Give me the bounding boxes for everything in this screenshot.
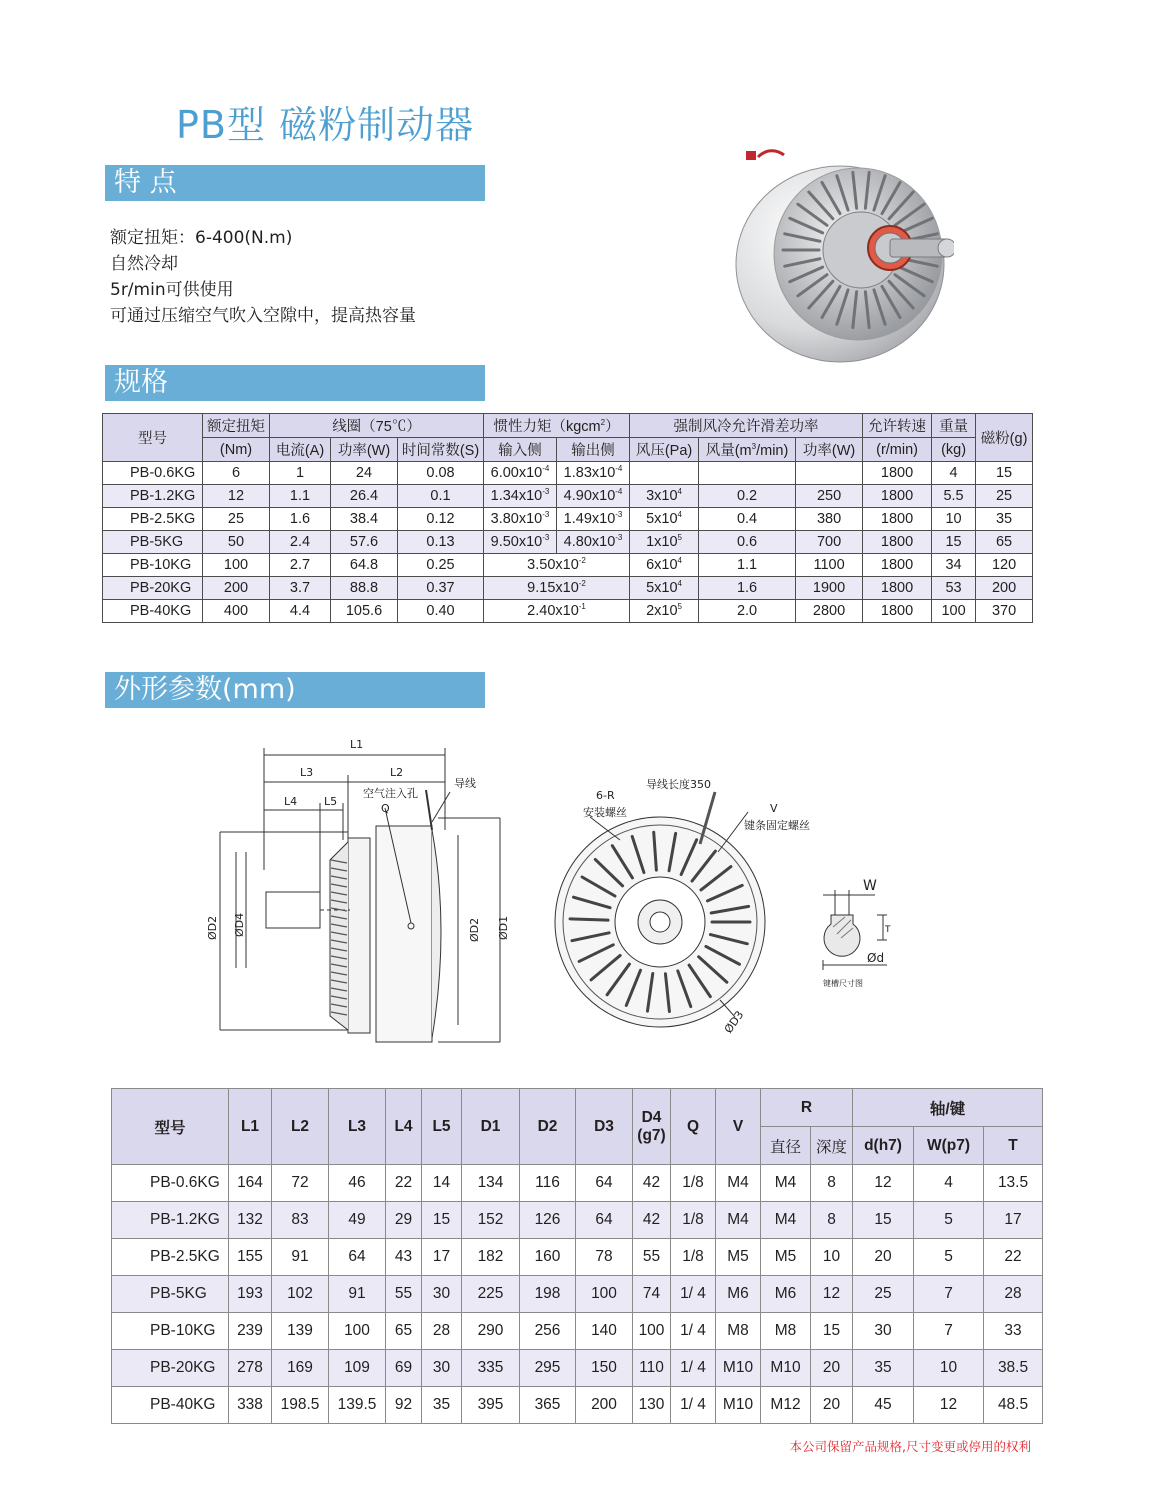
cell: 1.1 [699, 554, 796, 577]
cell: 88.8 [331, 577, 398, 600]
cell: 1/ 4 [671, 1276, 716, 1313]
inertia-input-cell: $1.34x10^{-3}$ [484, 485, 557, 508]
cell: M5 [716, 1239, 761, 1276]
cell: 0.2 [699, 485, 796, 508]
col-cooling: 强制风冷允许滑差功率 [630, 414, 863, 438]
cell: 28 [422, 1313, 462, 1350]
cell: 15 [811, 1313, 853, 1350]
col-weight-unit: (kg) [932, 438, 976, 462]
T-label: T [885, 925, 891, 935]
col-torque-unit: (Nm) [203, 438, 270, 462]
inertia-output-cell: $4.90x10^{-4}$ [557, 485, 630, 508]
model-cell: PB-1.2KG [112, 1202, 229, 1239]
cell: 1100 [796, 554, 863, 577]
cell: 64 [576, 1202, 633, 1239]
cell: 20 [853, 1239, 914, 1276]
cell: 198.5 [272, 1387, 329, 1424]
dcol-D3: D3 [576, 1089, 633, 1165]
cell: 8 [811, 1165, 853, 1202]
cell: 1800 [863, 462, 932, 485]
dim-D4: ØD4 [233, 912, 246, 937]
cell: 1900 [796, 577, 863, 600]
dcol-D1: D1 [462, 1089, 520, 1165]
cell: 78 [576, 1239, 633, 1276]
cell: 15 [422, 1202, 462, 1239]
disclaimer-note: 本公司保留产品规格,尺寸变更或停用的权利 [789, 1439, 1031, 1454]
dcol-W: W(p7) [914, 1127, 984, 1165]
air-pressure-cell: $6x10^4$ [630, 554, 699, 577]
cell: 42 [633, 1165, 671, 1202]
cell: 256 [520, 1313, 576, 1350]
cell: 0.12 [398, 508, 484, 531]
inertia-input-cell: $3.80x10^{-3}$ [484, 508, 557, 531]
col-inertia: 惯性力矩（kgcm$^2$） [484, 414, 630, 438]
cell: M4 [716, 1165, 761, 1202]
dcol-L3: L3 [329, 1089, 386, 1165]
cell: 17 [422, 1239, 462, 1276]
cell: 109 [329, 1350, 386, 1387]
cell: 155 [229, 1239, 272, 1276]
cell: 91 [329, 1276, 386, 1313]
feature-item: 自然冷却 [110, 254, 178, 274]
model-cell: PB-10KG [112, 1313, 229, 1350]
cell: 278 [229, 1350, 272, 1387]
spec-row [103, 554, 1033, 577]
inertia-output-cell: $1.49x10^{-3}$ [557, 508, 630, 531]
dim-Q: Q [381, 802, 390, 815]
cell: 1/8 [671, 1202, 716, 1239]
dcol-shaft: 轴/键 [853, 1089, 1043, 1127]
dim-L4: L4 [284, 795, 298, 808]
cell: 5.5 [932, 485, 976, 508]
cell: 25 [976, 485, 1033, 508]
feature-item: 5r/min可供使用 [110, 280, 234, 300]
cell: 2.0 [699, 600, 796, 623]
cell: 139 [272, 1313, 329, 1350]
cell: 55 [386, 1276, 422, 1313]
cell: 225 [462, 1276, 520, 1313]
cell: 100 [329, 1313, 386, 1350]
cell: 140 [576, 1313, 633, 1350]
feature-item: 可通过压缩空气吹入空隙中，提高热容量 [110, 306, 416, 326]
section-dims-header: 外形参数(mm) [105, 672, 485, 708]
cell: 3.7 [270, 577, 331, 600]
col-speed-unit: (r/min) [863, 438, 932, 462]
dim-D2-left: ØD2 [206, 915, 219, 940]
col-model: 型号 [103, 414, 203, 462]
side-view-drawing [200, 730, 530, 1045]
cell: 365 [520, 1387, 576, 1424]
air-pressure-cell: $3x10^4$ [630, 485, 699, 508]
dims-row [112, 1276, 1043, 1313]
cell: 400 [203, 600, 270, 623]
cell: 20 [811, 1387, 853, 1424]
spec-row [103, 577, 1033, 600]
cell: 0.1 [398, 485, 484, 508]
cell: 7 [914, 1313, 984, 1350]
cell: 0.25 [398, 554, 484, 577]
section-features-header: 特 点 [105, 165, 485, 201]
cell: 1.1 [270, 485, 331, 508]
col-speed: 允许转速 [863, 414, 932, 438]
cell: 100 [576, 1276, 633, 1313]
model-cell: PB-0.6KG [112, 1165, 229, 1202]
cell: 8 [811, 1202, 853, 1239]
cell: 55 [633, 1239, 671, 1276]
cell: 25 [853, 1276, 914, 1313]
dim-D1: ØD1 [497, 915, 510, 940]
cell: 160 [520, 1239, 576, 1276]
dim-D3: ØD3 [721, 1008, 747, 1036]
cell: M5 [761, 1239, 811, 1276]
model-cell: PB-2.5KG [112, 1239, 229, 1276]
col-output-side: 输出侧 [557, 438, 630, 462]
cell: 1800 [863, 485, 932, 508]
d-label: Ød [867, 951, 885, 965]
cell: 28 [984, 1276, 1043, 1313]
dcol-L4: L4 [386, 1089, 422, 1165]
features-list [110, 225, 416, 329]
cell: 50 [203, 531, 270, 554]
col-air-pressure: 风压(Pa) [630, 438, 699, 462]
cell: 0.13 [398, 531, 484, 554]
cell: 83 [272, 1202, 329, 1239]
cell: M6 [716, 1276, 761, 1313]
keyway-drawing [815, 870, 895, 995]
cell: 152 [462, 1202, 520, 1239]
dcol-L1: L1 [229, 1089, 272, 1165]
air-pressure-cell: $5x10^4$ [630, 508, 699, 531]
cell: 26.4 [331, 485, 398, 508]
cell: 5 [914, 1239, 984, 1276]
air-pressure-cell: $2x10^5$ [630, 600, 699, 623]
lead-length-label: 导线长度350 [646, 778, 711, 791]
W-label: W [863, 878, 877, 894]
dims-row [112, 1313, 1043, 1350]
cell: 169 [272, 1350, 329, 1387]
cell: 1/ 4 [671, 1313, 716, 1350]
air-pressure-cell: $5x10^4$ [630, 577, 699, 600]
dim-D2-right: ØD2 [468, 917, 481, 942]
cell [796, 462, 863, 485]
cell: 22 [984, 1239, 1043, 1276]
cell: 74 [633, 1276, 671, 1313]
keyway-note: 键槽尺寸图 [823, 979, 863, 988]
spec-row [103, 462, 1033, 485]
cell: 130 [633, 1387, 671, 1424]
cell: 395 [462, 1387, 520, 1424]
spec-row [103, 531, 1033, 554]
cell: 0.4 [699, 508, 796, 531]
cell: M4 [716, 1202, 761, 1239]
dcol-R-depth: 深度 [811, 1127, 853, 1165]
col-powder: 磁粉(g) [976, 414, 1033, 462]
cell: 200 [976, 577, 1033, 600]
cell: 30 [853, 1313, 914, 1350]
feature-item: 额定扭矩：6-400(N.m) [110, 228, 293, 248]
key-screw-label: 键条固定螺丝 [744, 819, 810, 832]
cell: 12 [914, 1387, 984, 1424]
spec-row [103, 600, 1033, 623]
cell: 4 [932, 462, 976, 485]
cell: 49 [329, 1202, 386, 1239]
cell: 1800 [863, 600, 932, 623]
cell: M10 [761, 1350, 811, 1387]
cell: 13.5 [984, 1165, 1043, 1202]
cell: 10 [932, 508, 976, 531]
col-current: 电流(A) [270, 438, 331, 462]
cell: M10 [716, 1387, 761, 1424]
cell: 335 [462, 1350, 520, 1387]
cell: 0.37 [398, 577, 484, 600]
R-label: 6-R [596, 789, 615, 802]
cell: 64 [576, 1165, 633, 1202]
cell: 370 [976, 600, 1033, 623]
model-cell: PB-20KG [112, 1350, 229, 1387]
cell: 46 [329, 1165, 386, 1202]
cell: 1800 [863, 554, 932, 577]
inertia-input-cell: $6.00x10^{-4}$ [484, 462, 557, 485]
dims-row [112, 1350, 1043, 1387]
inertia-cell: $9.15x10^{-2}$ [484, 577, 630, 600]
cell: 239 [229, 1313, 272, 1350]
cell: 0.08 [398, 462, 484, 485]
cell: 193 [229, 1276, 272, 1313]
inertia-cell: $3.50x10^{-2}$ [484, 554, 630, 577]
cell: 338 [229, 1387, 272, 1424]
cell: 1 [270, 462, 331, 485]
cell: 48.5 [984, 1387, 1043, 1424]
spec-table [102, 413, 1033, 623]
dcol-D4: D4 (g7) [633, 1089, 671, 1165]
cell: 295 [520, 1350, 576, 1387]
cell: 24 [331, 462, 398, 485]
dim-L1: L1 [350, 738, 364, 751]
cell: 35 [976, 508, 1033, 531]
cell: 10 [811, 1239, 853, 1276]
cell: 1800 [863, 577, 932, 600]
cell: 1800 [863, 508, 932, 531]
cell: 29 [386, 1202, 422, 1239]
cell: 198 [520, 1276, 576, 1313]
cell [699, 462, 796, 485]
dcol-R-dia: 直径 [761, 1127, 811, 1165]
cell: 2.7 [270, 554, 331, 577]
dims-row [112, 1202, 1043, 1239]
cell: 102 [272, 1276, 329, 1313]
cell: 12 [811, 1276, 853, 1313]
front-view-drawing [550, 772, 815, 1037]
cell: 134 [462, 1165, 520, 1202]
cell: 42 [633, 1202, 671, 1239]
col-weight: 重量 [932, 414, 976, 438]
cell: 10 [914, 1350, 984, 1387]
cell: 5 [914, 1202, 984, 1239]
cell: M8 [761, 1313, 811, 1350]
section-spec-header: 规格 [105, 365, 485, 401]
col-power: 功率(W) [331, 438, 398, 462]
cell: 100 [932, 600, 976, 623]
cell: 65 [976, 531, 1033, 554]
page-title: PB型 磁粉制动器 [176, 103, 475, 147]
product-photo [728, 143, 954, 365]
cell: 64 [329, 1239, 386, 1276]
cell: 1800 [863, 531, 932, 554]
cell: 2800 [796, 600, 863, 623]
cell: 4.4 [270, 600, 331, 623]
dims-table [111, 1088, 1043, 1424]
model-cell: PB-20KG [103, 577, 203, 600]
model-cell: PB-5KG [103, 531, 203, 554]
cell: 1/8 [671, 1239, 716, 1276]
cell: 700 [796, 531, 863, 554]
dims-row [112, 1387, 1043, 1424]
air-pressure-cell: $1x10^5$ [630, 531, 699, 554]
cell: 15 [932, 531, 976, 554]
col-air-flow: 风量$(m^3/\min)$ [699, 438, 796, 462]
inertia-output-cell: $1.83x10^{-4}$ [557, 462, 630, 485]
cell: 1.6 [699, 577, 796, 600]
cell: 7 [914, 1276, 984, 1313]
dcol-R: R [761, 1089, 853, 1127]
dcol-d: d(h7) [853, 1127, 914, 1165]
cell: 6 [203, 462, 270, 485]
model-cell: PB-2.5KG [103, 508, 203, 531]
air-pressure-cell [630, 462, 699, 485]
cell: 182 [462, 1239, 520, 1276]
cell: 100 [633, 1313, 671, 1350]
cell: 17 [984, 1202, 1043, 1239]
model-cell: PB-40KG [112, 1387, 229, 1424]
cell: 1/8 [671, 1165, 716, 1202]
dcol-Q: Q [671, 1089, 716, 1165]
cell: M10 [716, 1350, 761, 1387]
col-coil: 线圈（75℃） [270, 414, 484, 438]
cell: M6 [761, 1276, 811, 1313]
model-cell: PB-1.2KG [103, 485, 203, 508]
cell: 290 [462, 1313, 520, 1350]
cell: 20 [811, 1350, 853, 1387]
inertia-input-cell: $9.50x10^{-3}$ [484, 531, 557, 554]
col-input-side: 输入侧 [484, 438, 557, 462]
dcol-T: T [984, 1127, 1043, 1165]
inertia-cell: $2.40x10^{-1}$ [484, 600, 630, 623]
cell: 14 [422, 1165, 462, 1202]
cell: 34 [932, 554, 976, 577]
cell: 250 [796, 485, 863, 508]
dcol-L5: L5 [422, 1089, 462, 1165]
model-cell: PB-0.6KG [103, 462, 203, 485]
dcol-model: 型号 [112, 1089, 229, 1165]
cell: 35 [853, 1350, 914, 1387]
cell: 12 [853, 1165, 914, 1202]
cell: M12 [761, 1387, 811, 1424]
dim-L3: L3 [300, 766, 314, 779]
dim-L5: L5 [324, 795, 338, 808]
spec-row [103, 508, 1033, 531]
cell: 43 [386, 1239, 422, 1276]
cell: 22 [386, 1165, 422, 1202]
cell: 0.40 [398, 600, 484, 623]
cell: 100 [203, 554, 270, 577]
cell: 132 [229, 1202, 272, 1239]
dim-L2: L2 [390, 766, 404, 779]
dcol-L2: L2 [272, 1089, 329, 1165]
model-cell: PB-5KG [112, 1276, 229, 1313]
cell: 64.8 [331, 554, 398, 577]
cell: 105.6 [331, 600, 398, 623]
cell: 65 [386, 1313, 422, 1350]
cell: 164 [229, 1165, 272, 1202]
dims-row [112, 1239, 1043, 1276]
cell: 33 [984, 1313, 1043, 1350]
cell: 150 [576, 1350, 633, 1387]
cell: 45 [853, 1387, 914, 1424]
V-label: V [770, 802, 778, 815]
cell: 139.5 [329, 1387, 386, 1424]
cell: 1/ 4 [671, 1387, 716, 1424]
cell: M4 [761, 1165, 811, 1202]
cell: 1.6 [270, 508, 331, 531]
cell: 53 [932, 577, 976, 600]
cell: 15 [976, 462, 1033, 485]
cell: 2.4 [270, 531, 331, 554]
cell: 72 [272, 1165, 329, 1202]
cell: 38.5 [984, 1350, 1043, 1387]
cell: 116 [520, 1165, 576, 1202]
cell: 30 [422, 1350, 462, 1387]
col-time-const: 时间常数(S) [398, 438, 484, 462]
cell: 200 [576, 1387, 633, 1424]
cell: 1/ 4 [671, 1350, 716, 1387]
cell: 200 [203, 577, 270, 600]
col-slip-power: 功率(W) [796, 438, 863, 462]
cell: 15 [853, 1202, 914, 1239]
cell: M4 [761, 1202, 811, 1239]
dcol-V: V [716, 1089, 761, 1165]
cell: M8 [716, 1313, 761, 1350]
cell: 91 [272, 1239, 329, 1276]
cell: 57.6 [331, 531, 398, 554]
cell: 69 [386, 1350, 422, 1387]
mount-screw-label: 安装螺丝 [583, 806, 627, 819]
inertia-output-cell: $4.80x10^{-3}$ [557, 531, 630, 554]
col-torque: 额定扭矩 [203, 414, 270, 438]
cell: 30 [422, 1276, 462, 1313]
cell: 25 [203, 508, 270, 531]
cell: 12 [203, 485, 270, 508]
model-cell: PB-40KG [103, 600, 203, 623]
cell: 0.6 [699, 531, 796, 554]
air-hole-label: 空气注入孔 [363, 787, 418, 800]
dims-row [112, 1165, 1043, 1202]
lead-label: 导线 [454, 777, 476, 790]
cell: 120 [976, 554, 1033, 577]
cell: 4 [914, 1165, 984, 1202]
dcol-D2: D2 [520, 1089, 576, 1165]
spec-row [103, 485, 1033, 508]
cell: 126 [520, 1202, 576, 1239]
cell: 92 [386, 1387, 422, 1424]
cell: 380 [796, 508, 863, 531]
cell: 110 [633, 1350, 671, 1387]
cell: 35 [422, 1387, 462, 1424]
cell: 38.4 [331, 508, 398, 531]
model-cell: PB-10KG [103, 554, 203, 577]
